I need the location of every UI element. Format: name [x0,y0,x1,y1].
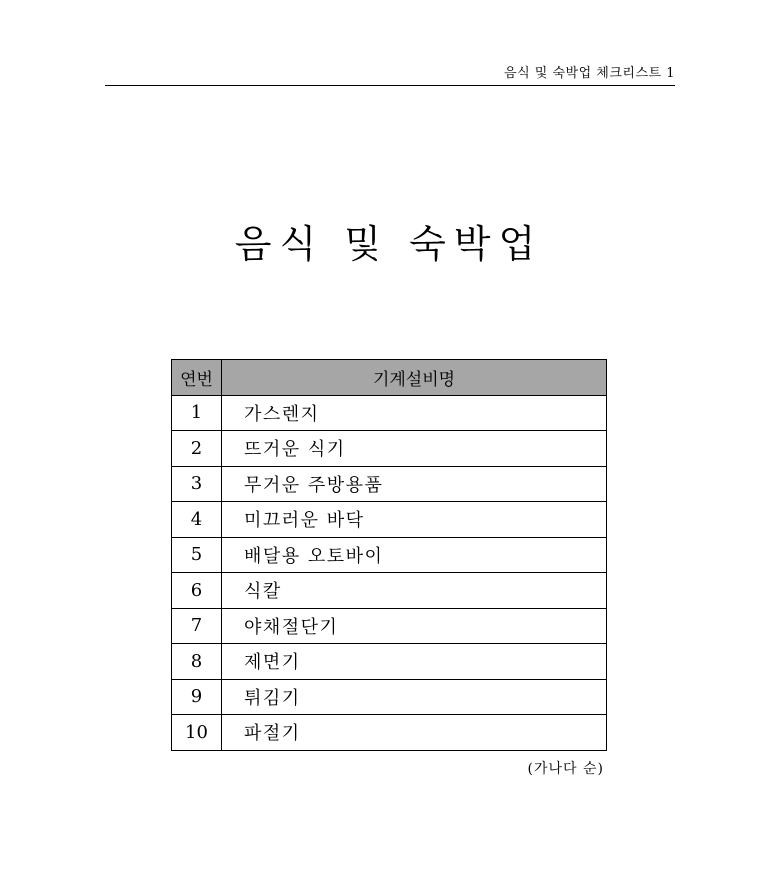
table-row [172,466,607,502]
column-header-number: 연번 [172,360,222,396]
column-header-equipment-name: 기계설비명 [222,360,607,396]
row-number: 8 [172,644,222,680]
row-number: 9 [172,679,222,715]
equipment-name: 가스렌지 [222,395,607,431]
table-row [172,395,607,431]
equipment-name: 제면기 [222,644,607,680]
table-row [172,715,607,751]
table-row [172,644,607,680]
row-number: 5 [172,537,222,573]
table-row [172,608,607,644]
table-row [172,537,607,573]
sort-order-note: (가나다 순) [527,761,604,777]
row-number: 1 [172,395,222,431]
equipment-name: 식칼 [222,573,607,609]
table-row [172,679,607,715]
row-number: 3 [172,466,222,502]
equipment-name: 파절기 [222,715,607,751]
row-number: 6 [172,573,222,609]
equipment-name: 무거운 주방용품 [222,466,607,502]
row-number: 7 [172,608,222,644]
table-row [172,431,607,467]
page-title: 음식 및 숙박업 [234,222,544,266]
table-header-row [172,360,607,396]
row-number: 4 [172,502,222,538]
table-row [172,573,607,609]
running-header: 음식 및 숙박업 체크리스트 1 [105,64,675,86]
equipment-name: 뜨거운 식기 [222,431,607,467]
row-number: 10 [172,715,222,751]
equipment-name: 야채절단기 [222,608,607,644]
equipment-name: 튀김기 [222,679,607,715]
equipment-name: 미끄러운 바닥 [222,502,607,538]
table-row [172,502,607,538]
row-number: 2 [172,431,222,467]
equipment-name: 배달용 오토바이 [222,537,607,573]
equipment-table [171,359,607,751]
